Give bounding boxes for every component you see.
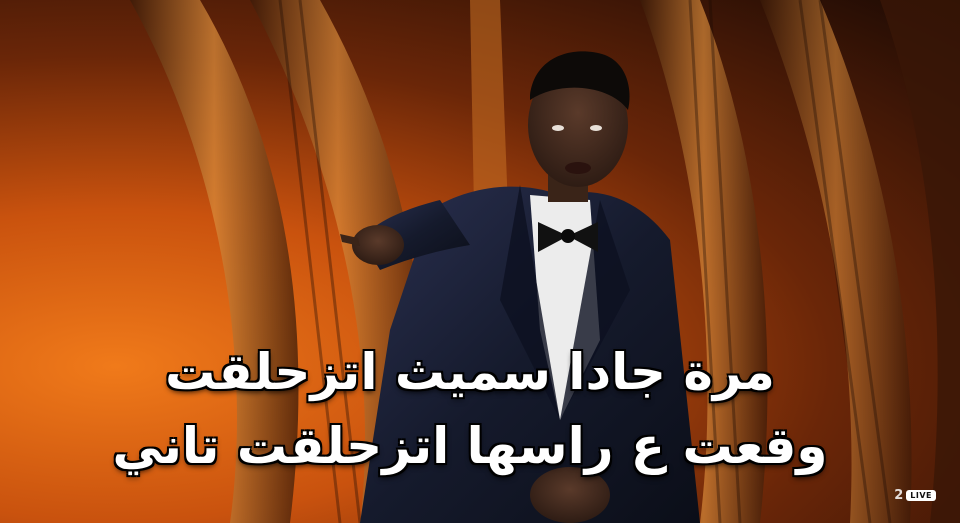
caption-line-2: وقعت ع راسها اتزحلقت تاني — [112, 417, 828, 475]
caption-line-1: مرة جادا سميث اتزحلقت — [165, 343, 775, 401]
channel-number: 2 — [894, 488, 904, 503]
live-badge: LIVE — [906, 490, 936, 501]
channel-watermark — [894, 488, 936, 503]
